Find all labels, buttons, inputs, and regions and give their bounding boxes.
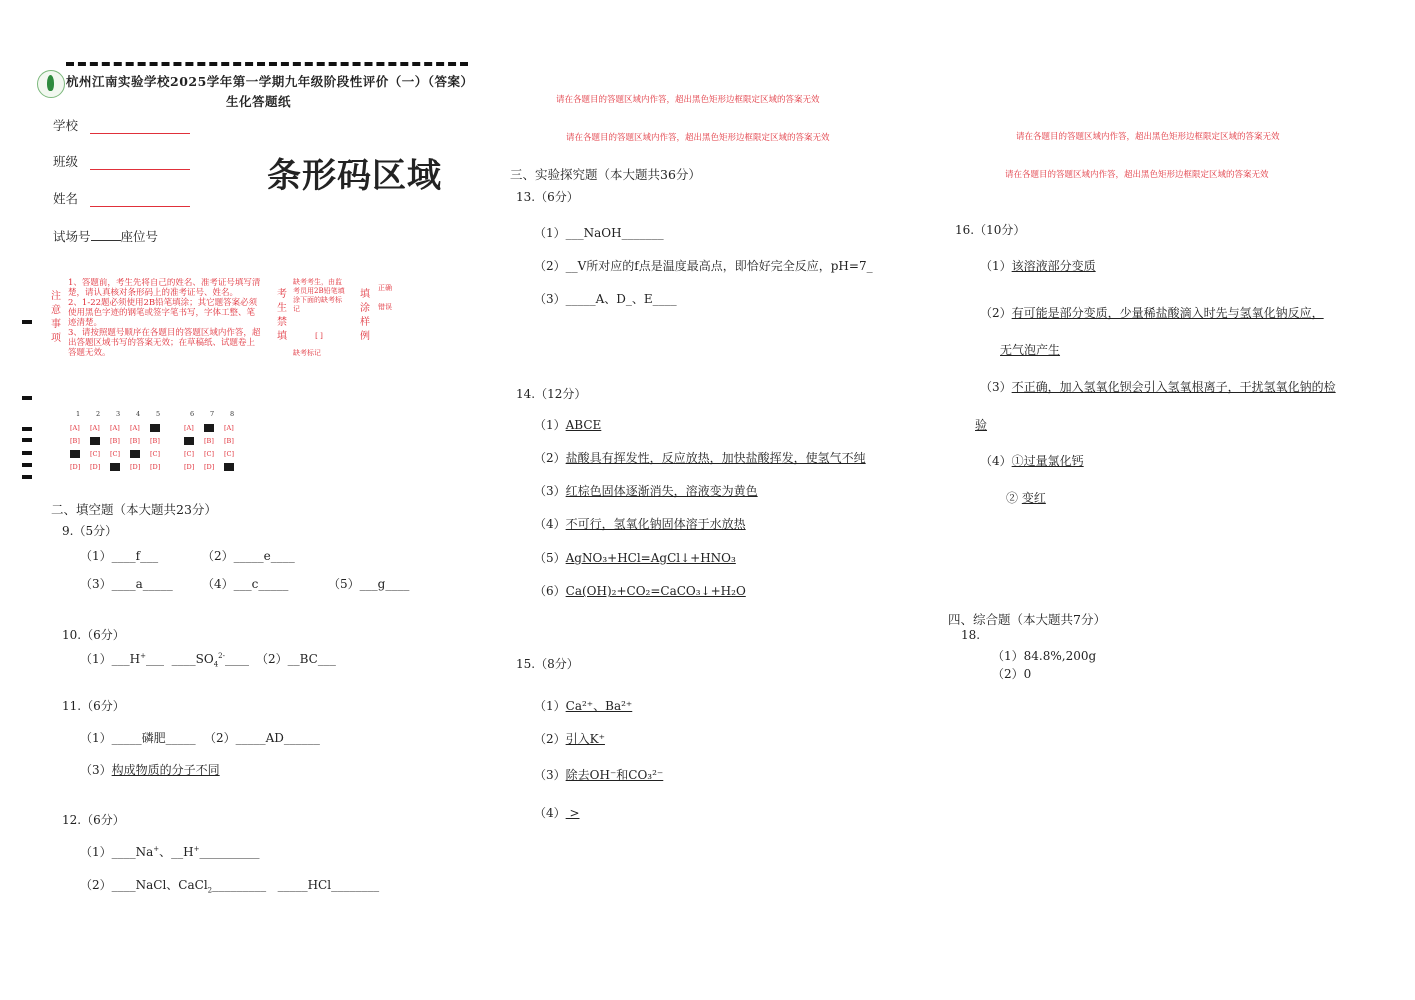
- q14-label: 14.（12分）: [516, 387, 587, 401]
- q11-answer-1: （1）_____磷肥_____: [80, 731, 196, 745]
- barcode-area: 条形码区域: [267, 156, 442, 196]
- q16-answer-3: （3）不正确，加入氢氧化钡会引入氢氧根离子，干扰氢氧化钠的检: [980, 380, 1336, 394]
- q9-answer-5: （5）___g____: [328, 577, 410, 591]
- answer-bubble[interactable]: [C]: [150, 450, 161, 458]
- q16-answer-1: （1）该溶液部分变质: [980, 259, 1096, 273]
- q13-answer-3: （3）_____A、D_、E____: [534, 292, 677, 306]
- answer-bubble[interactable]: [A]: [90, 424, 100, 432]
- q18-label: 18.: [961, 628, 981, 642]
- q18-answer-1: （1）84.8%,200g: [992, 649, 1097, 663]
- name-label: 姓名: [53, 191, 79, 206]
- q14-answer-3: （3）红棕色固体逐渐消失，溶液变为黄色: [534, 484, 758, 498]
- answer-bubble[interactable]: [D]: [150, 463, 161, 471]
- answer-bubble[interactable]: [A]: [224, 424, 234, 432]
- q14-answer-2: （2）盐酸具有挥发性，反应放热，加快盐酸挥发，使氢气不纯: [534, 451, 866, 465]
- fill-correct-label: 正确: [378, 284, 392, 292]
- q13-answer-1: （1）___NaOH_______: [534, 226, 664, 240]
- bubble-question-number: 1: [76, 410, 81, 418]
- answer-bubble[interactable]: [D]: [90, 463, 101, 471]
- bubble-question-number: 7: [210, 410, 215, 418]
- cut-line: [66, 62, 468, 66]
- answer-bubble[interactable]: [C]: [184, 450, 195, 458]
- timing-mark: [22, 451, 32, 455]
- notice-label: 注 意 事 项: [51, 291, 61, 344]
- q14-answer-6: （6）Ca(OH)₂+CO₂=CaCO₃↓+H₂O: [534, 584, 746, 598]
- answer-bubble[interactable]: [C]: [224, 450, 235, 458]
- answer-bubble[interactable]: [A]: [110, 424, 120, 432]
- class-field[interactable]: [53, 152, 190, 170]
- timing-mark: [22, 438, 32, 442]
- answer-bubble[interactable]: [B]: [150, 437, 160, 445]
- q14-answer-1: （1）ABCE: [534, 418, 602, 432]
- answer-bubble[interactable]: [B]: [224, 437, 234, 445]
- class-label: 班级: [53, 154, 79, 169]
- name-field[interactable]: [53, 189, 190, 207]
- bubble-question-number: 6: [190, 410, 195, 418]
- timing-mark: [22, 463, 32, 467]
- exam-room-label: 试场号: [53, 229, 91, 244]
- q15-answer-2: （2）引入K⁺: [534, 732, 605, 746]
- notice-text: 1、答题前，考生先将自己的姓名、准考证号填写清楚，请认真核对条形码上的准考证号、姓名。 2、1-22题必须使用2B铅笔填涂；其它题答案必须使用黑色字迹的钢笔或签字笔书写，字体工整、笔迹清楚。 3、请按照题号顺序在各题目的答题区域内作答，超出答题区域书写的答案无效；在草稿纸、试题卷上答题无效。: [68, 278, 261, 358]
- school-logo-icon: [37, 70, 65, 98]
- section3-heading: 三、实验探究题（本大题共36分）: [510, 167, 701, 182]
- q12-answer-1: （1）____Na+、__H+__________: [80, 845, 260, 859]
- answer-bubble[interactable]: [B]: [70, 437, 80, 445]
- q11-answer-3: （3）构成物质的分子不同: [80, 763, 220, 777]
- q10-answer-2: （2）__BC___: [256, 652, 336, 666]
- answer-bubble[interactable]: [D]: [224, 463, 235, 471]
- q16-answer-4: （4）①过量氯化钙: [980, 454, 1084, 468]
- q14-answer-5: （5）AgNO₃+HCl=AgCl↓+HNO₃: [534, 551, 736, 565]
- school-field[interactable]: [53, 116, 190, 134]
- timing-mark: [22, 396, 32, 400]
- answer-bubble[interactable]: [A]: [130, 424, 140, 432]
- timing-mark: [22, 427, 32, 431]
- q9-answer-2: （2）_____e____: [202, 549, 295, 563]
- answer-bubble[interactable]: [D]: [110, 463, 121, 471]
- seat-label: 座位号: [120, 229, 159, 244]
- q16-answer-5: ② 变红: [1006, 491, 1046, 505]
- q16-label: 16.（10分）: [955, 223, 1026, 237]
- bubble-question-number: 8: [230, 410, 235, 418]
- page-subtitle: 生化答题纸: [226, 94, 292, 109]
- q16-answer-2: （2）有可能是部分变质，少量稀盐酸滴入时先与氢氧化钠反应，: [980, 306, 1324, 320]
- q9-label: 9.（5分）: [62, 524, 118, 538]
- answer-bubble[interactable]: [B]: [90, 437, 100, 445]
- q16-answer-3-cont: 验: [975, 418, 988, 432]
- answer-bubble[interactable]: [C]: [204, 450, 215, 458]
- timing-mark: [22, 475, 32, 479]
- q15-answer-3: （3）除去OH⁻和CO₃²⁻: [534, 768, 664, 782]
- q13-answer-2: （2）__V所对应的f点是温度最高点，即恰好完全反应，pH=7_: [534, 259, 873, 273]
- fill-example-label: 填 涂 样 例: [360, 289, 370, 342]
- answer-bubble[interactable]: [A]: [70, 424, 80, 432]
- q14-answer-4: （4）不可行，氢氧化钠固体溶于水放热: [534, 517, 746, 531]
- answer-bubble[interactable]: [B]: [130, 437, 140, 445]
- q15-answer-1: （1）Ca²⁺、Ba²⁺: [534, 699, 633, 713]
- q15-label: 15.（8分）: [516, 657, 579, 671]
- q12-answer-2: （2）____NaCl、CaCl$_2$_________ _____HCl________: [80, 878, 380, 895]
- answer-bubble[interactable]: [B]: [110, 437, 120, 445]
- section4-heading: 四、综合题（本大题共7分）: [948, 612, 1106, 627]
- bubble-question-number: 3: [116, 410, 121, 418]
- answer-bubble[interactable]: [A]: [184, 424, 194, 432]
- q9-answer-1: （1）____f___: [80, 549, 159, 563]
- timing-mark: [22, 320, 32, 324]
- q11-label: 11.（6分）: [62, 699, 125, 713]
- seat-fields[interactable]: [53, 227, 158, 245]
- q10-answer-1: （1）___H+___ $\_\_\_\_SO_4^{2-}\_\_\_\_$: [80, 652, 249, 669]
- answer-bubble[interactable]: [C]: [90, 450, 101, 458]
- q11-answer-2: （2）_____AD______: [204, 731, 320, 745]
- warning-text: 请在各题目的答题区域内作答，超出黑色矩形边框限定区域的答案无效: [1005, 170, 1269, 180]
- answer-bubble[interactable]: [B]: [204, 437, 214, 445]
- answer-bubble[interactable]: [D]: [70, 463, 81, 471]
- absent-text: 缺考考生，由监考员用2B铅笔填涂下面的缺考标记 [ ] 缺考标记: [293, 278, 345, 357]
- fill-wrong-label: 错误: [378, 303, 392, 311]
- absent-label: 考 生 禁 填: [277, 289, 287, 342]
- answer-bubble[interactable]: [C]: [110, 450, 121, 458]
- answer-bubble[interactable]: [C]: [130, 450, 141, 458]
- school-label: 学校: [53, 118, 79, 133]
- answer-bubble[interactable]: [D]: [130, 463, 141, 471]
- answer-bubble[interactable]: [A]: [204, 424, 214, 432]
- q13-label: 13.（6分）: [516, 190, 579, 204]
- bubble-question-number: 5: [156, 410, 161, 418]
- q16-answer-2-cont: 无气泡产生: [1000, 343, 1061, 357]
- bubble-question-number: 4: [136, 410, 141, 418]
- q18-answer-2: （2）0: [992, 667, 1032, 681]
- q10-label: 10.（6分）: [62, 628, 125, 642]
- q15-answer-4: （4） >: [534, 806, 580, 820]
- section2-heading: 二、填空题（本大题共23分）: [51, 502, 217, 517]
- answer-bubble[interactable]: [C]: [70, 450, 81, 458]
- q9-answer-3: （3）____a_____: [80, 577, 173, 591]
- warning-text: 请在各题目的答题区域内作答，超出黑色矩形边框限定区域的答案无效: [556, 95, 820, 105]
- warning-text: 请在各题目的答题区域内作答，超出黑色矩形边框限定区域的答案无效: [1016, 132, 1280, 142]
- answer-bubble[interactable]: [D]: [184, 463, 195, 471]
- absent-checkbox[interactable]: [ ]: [315, 332, 323, 340]
- answer-bubble[interactable]: [B]: [184, 437, 194, 445]
- q9-answer-4: （4）___c_____: [202, 577, 289, 591]
- bubble-question-number: 2: [96, 410, 101, 418]
- warning-text: 请在各题目的答题区域内作答，超出黑色矩形边框限定区域的答案无效: [566, 133, 830, 143]
- answer-bubble[interactable]: [D]: [204, 463, 215, 471]
- q12-label: 12.（6分）: [62, 813, 125, 827]
- page-title: 杭州江南实验学校2025学年第一学期九年级阶段性评价（一）（答案）: [66, 74, 474, 89]
- answer-bubble[interactable]: [A]: [150, 424, 160, 432]
